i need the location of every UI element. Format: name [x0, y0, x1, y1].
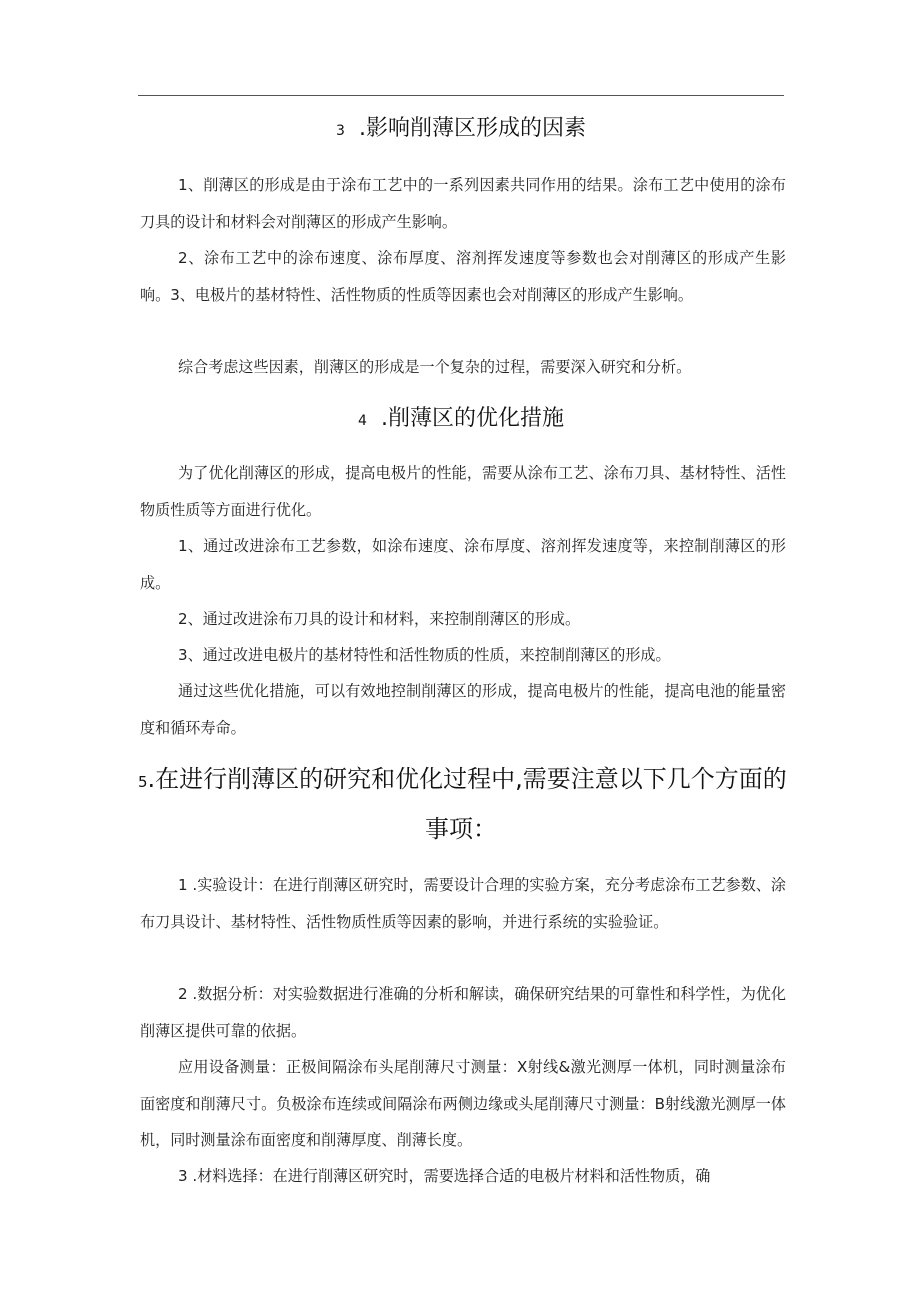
section-5-paragraph-1: 1 .实验设计：在进行削薄区研究时，需要设计合理的实验方案，充分考虑涂布工艺参数、涂布刀具设计、基材特性、活性物质性质等因素的影响，并进行系统的实验验证。: [140, 876, 786, 931]
section-5-heading-line-2: 事项：: [425, 815, 497, 843]
section-4-heading: [138, 404, 784, 436]
section-4-paragraph-1: 为了优化削薄区的形成，提高电极片的性能，需要从涂布工艺、涂布刀具、基材特性、活性物质性质等方面进行优化。: [140, 464, 786, 519]
section-5-paragraph-2: 2 .数据分析：对实验数据进行准确的分析和解读，确保研究结果的可靠性和科学性，为优化削薄区提供可靠的依据。: [140, 985, 786, 1040]
section-3-paragraph-2: 2、涂布工艺中的涂布速度、涂布厚度、溶剂挥发速度等参数也会对削薄区的形成产生影响。3、电极片的基材特性、活性物质的性质等因素也会对削薄区的形成产生影响。: [140, 249, 786, 304]
section-3-paragraph-3: 综合考虑这些因素，削薄区的形成是一个复杂的过程，需要深入研究和分析。: [178, 358, 692, 376]
section-4-paragraph-4: 3、通过改进电极片的基材特性和活性物质的性质，来控制削薄区的形成。: [178, 646, 671, 664]
header-rule: [138, 95, 784, 96]
section-3-paragraph-1: 1、削薄区的形成是由于涂布工艺中的一系列因素共同作用的结果。涂布工艺中使用的涂布刀具的设计和材料会对削薄区的形成产生影响。: [140, 176, 786, 231]
section-5-paragraph-3: 应用设备测量：正极间隔涂布头尾削薄尺寸测量：X射线&激光测厚一体机，同时测量涂布面密度和削薄尺寸。负极涂布连续或间隔涂布两侧边缘或头尾削薄尺寸测量：B射线激光测厚一体机，同时测量涂布面密度和削薄厚度、削薄长度。: [140, 1058, 786, 1149]
section-4-title: .削薄区的优化措施: [380, 406, 564, 431]
section-4-paragraph-5: 通过这些优化措施，可以有效地控制削薄区的形成，提高电极片的性能，提高电池的能量密度和循环寿命。: [140, 682, 786, 737]
section-5-title-line-1: .在进行削薄区的研究和优化过程中,需要注意以下几个方面的: [147, 765, 787, 793]
section-4-paragraph-2: 1、通过改进涂布工艺参数，如涂布速度、涂布厚度、溶剂挥发速度等，来控制削薄区的形成。: [140, 537, 786, 592]
section-3-title: .影响削薄区形成的因素: [358, 116, 586, 141]
section-5-paragraph-4: 3 .材料选择：在进行削薄区研究时，需要选择合适的电极片材料和活性物质，确: [178, 1167, 711, 1185]
section-5-number: 5: [138, 773, 148, 791]
section-3-number: 3: [336, 123, 345, 139]
section-3-heading: [138, 114, 784, 146]
section-5-heading-line-1: [138, 762, 787, 799]
section-4-paragraph-3: 2、通过改进涂布刀具的设计和材料，来控制削薄区的形成。: [178, 610, 581, 628]
section-4-number: 4: [358, 413, 367, 429]
